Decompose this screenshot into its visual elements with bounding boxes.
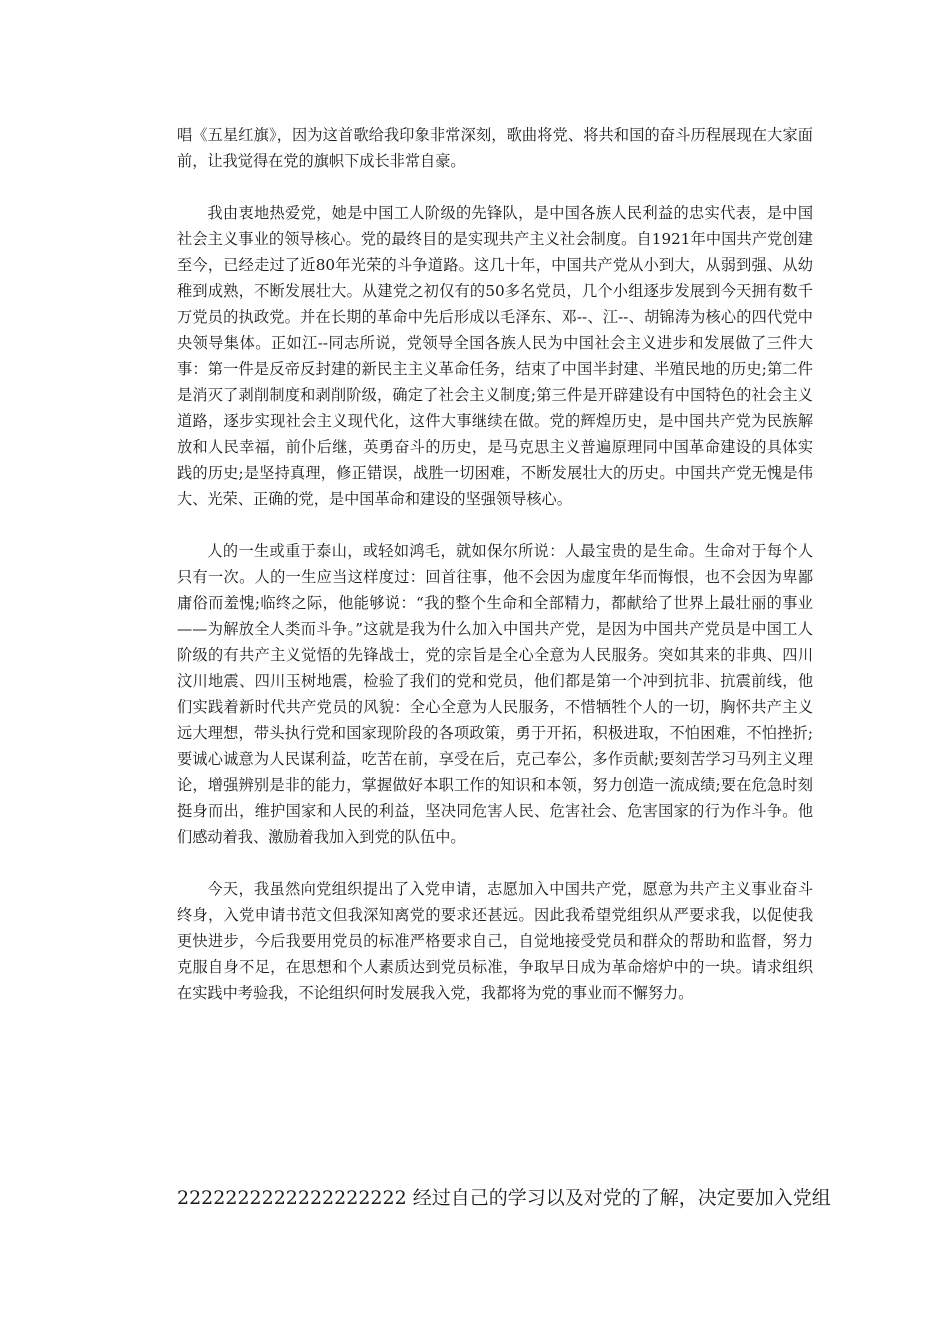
paragraph-meaning-of-life: 人的一生或重于泰山，或轻如鸿毛，就如保尔所说：人最宝贵的是生命。生命对于每个人只有一次。人的一生应当这样度过：回首往事，他不会因为虚度年华而悔恨，也不会因为卑鄙庸俗而羞愧;临终之际，他能够说：“我的整个生命和全部精力，都献给了世界上最壮丽的事业——为解放全人类而斗争。”这就是我为什么加入中国共产党，是因为中国共产党员是中国工人阶级的有共产主义觉悟的先锋战士，党的宗旨是全心全意为人民服务。突如其来的非典、四川汶川地震、四川玉树地震，检验了我们的党和党员，他们都是第一个冲到抗非、抗震前线，他们实践着新时代共产党员的风貌：全心全意为人民服务，不惜牺牲个人的一切，胸怀共产主义远大理想，带头执行党和国家现阶段的各项政策，勇于开拓，积极进取，不怕困难，不怕挫折;要诚心诚意为人民谋利益，吃苦在前，享受在后，克己奉公，多作贡献;要刻苦学习马列主义理论，增强辨别是非的能力，掌握做好本职工作的知识和本领，努力创造一流成绩;要在危急时刻挺身而出，维护国家和人民的利益，坚决同危害人民、危害社会、危害国家的行为作斗争。他们感动着我、激励着我加入到党的队伍中。 [177, 542, 813, 846]
paragraph-intro-continuation: 唱《五星红旗》，因为这首歌给我印象非常深刻，歌曲将党、将共和国的奋斗历程展现在大家面前，让我觉得在党的旗帜下成长非常自豪。 [177, 126, 813, 170]
document-body [177, 122, 813, 1006]
paragraph-commitment: 今天，我虽然向党组织提出了入党申请，志愿加入中国共产党，愿意为共产主义事业奋斗终身，入党申请书范文但我深知离党的要求还甚远。因此我希望党组织从严要求我，以促使我更快进步，今后我要用党员的标准严格要求自己，自觉地接受党员和群众的帮助和监督，努力克服自身不足，在思想和个人素质达到党员标准，争取早日成为革命熔炉中的一块。请求组织在实践中考验我，不论组织何时发展我入党，我都将为党的事业而不懈努力。 [177, 880, 813, 1002]
paragraph-love-for-party: 我由衷地热爱党，她是中国工人阶级的先锋队，是中国各族人民利益的忠实代表，是中国社会主义事业的领导核心。党的最终目的是实现共产主义社会制度。自1921年中国共产党创建至今，已经走过了近80年光荣的斗争道路。这几十年，中国共产党从小到大，从弱到强、从幼稚到成熟，不断发展壮大。从建党之初仅有的50多名党员，几个小组逐步发展到今天拥有数千万党员的执政党。并在长期的革命中先后形成以毛泽东、邓--、江--、胡锦涛为核心的四代党中央领导集体。正如江--同志所说，党领导全国各族人民为中国社会主义进步和发展做了三件大事：第一件是反帝反封建的新民主主义革命任务，结束了中国半封建、半殖民地的历史;第二件是消灭了剥削制度和剥削阶级，确定了社会主义制度;第三件是开辟建设有中国特色的社会主义道路，逐步实现社会主义现代化，这件大事继续在做。党的辉煌历史，是中国共产党为民族解放和人民幸福，前仆后继，英勇奋斗的历史，是马克思主义普遍原理同中国革命建设的具体实践的历史;是坚持真理，修正错误，战胜一切困难，不断发展壮大的历史。中国共产党无愧是伟大、光荣、正确的党，是中国革命和建设的坚强领导核心。 [177, 204, 813, 508]
next-section-start-line: 2222222222222222222 经过自己的学习以及对党的了解，决定要加入党组 [177, 1187, 831, 1209]
